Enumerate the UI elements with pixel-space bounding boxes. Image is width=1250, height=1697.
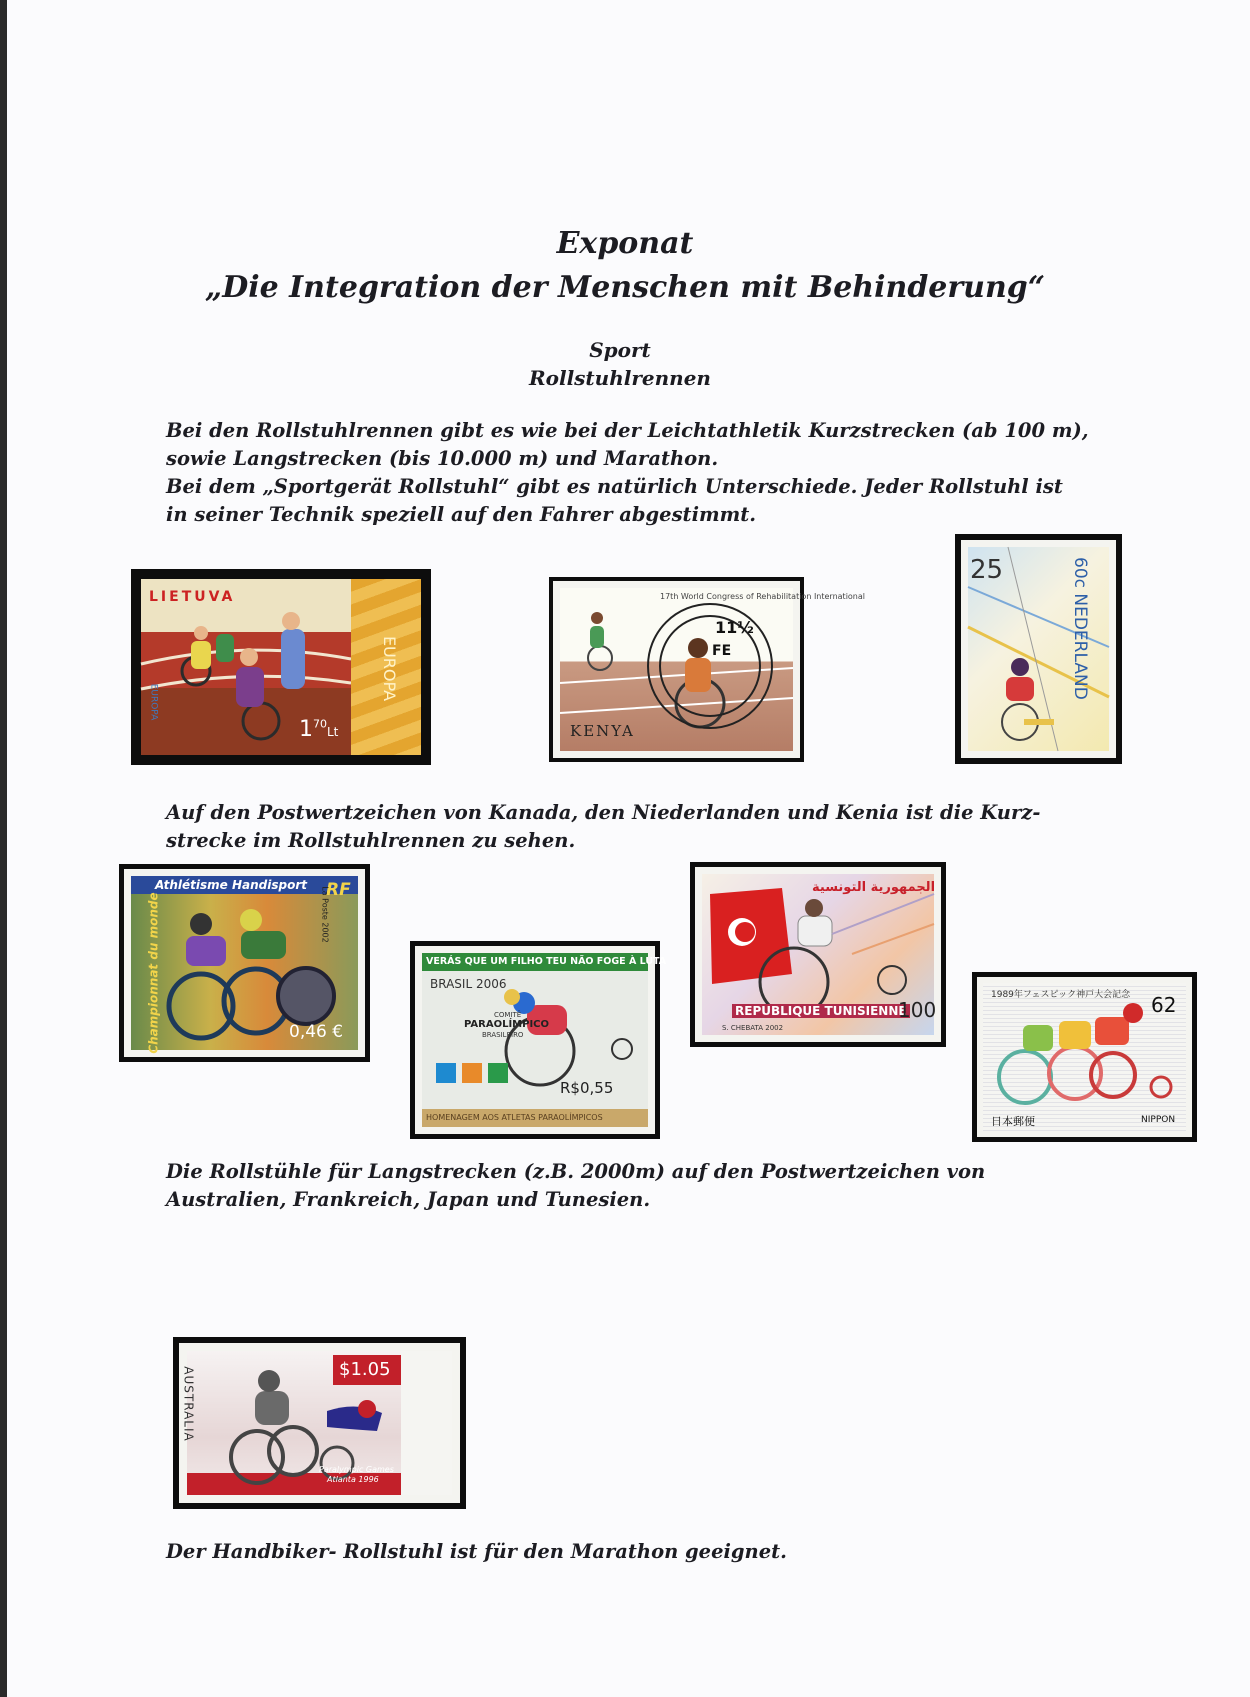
stamp-margin-tab: EUROPA bbox=[351, 579, 421, 755]
stamp-country: LIETUVA bbox=[149, 589, 236, 605]
exhibit-title: Exponat bbox=[556, 226, 694, 261]
intro-paragraph: Bei den Rollstuhlrennen gibt es wie bei der Leichtathletik Kurzstrecken (ab 100 m), sowie Langstrecken (bis 10.000 m) und Marathon. Bei dem „Sportgerät Rollstuhl“ gibt es natürlich Unterschiede. Jeder Rollstuhl ist in seiner Technik speziell auf den Fahrer abgestimmt. bbox=[166, 419, 1089, 526]
stamp-australia: AUSTRALIA $1.05 Paralympic Games Atlanta 1996 bbox=[173, 1337, 466, 1509]
stamp-country: NIPPON bbox=[1141, 1115, 1176, 1125]
stamp-kenya: 17th World Congress of Rehabilitation International 11½ FE KENYA bbox=[549, 577, 804, 762]
caption-marathon: Der Handbiker- Rollstuhl ist für den Marathon geeignet. bbox=[166, 1540, 787, 1563]
stamp-france: Athlétisme Handisport RF Championnat du monde La Poste 2002 0,46 € bbox=[119, 864, 370, 1062]
stamp-value: R$0,55 bbox=[560, 1079, 614, 1097]
stamp-country: REPUBLIQUE TUNISIENNE bbox=[732, 1004, 910, 1018]
stamp-country: KENYA bbox=[570, 722, 635, 740]
stamp-nippon: 1989年フェスピック神戸大会記念 62 日本郵便 NIPPON bbox=[972, 972, 1197, 1142]
caption-long-distance: Die Rollstühle für Langstrecken (z.B. 2000m) auf den Postwertzeichen von Australien, Frankreich, Japan und Tunesien. bbox=[166, 1160, 986, 1211]
stamp-value: 100 bbox=[898, 998, 937, 1022]
postmark: 11½ bbox=[715, 618, 754, 637]
stamp-value: $1.05 bbox=[339, 1359, 391, 1380]
stamp-value: 62 bbox=[1151, 993, 1177, 1017]
stamp-margin-tab bbox=[401, 1351, 452, 1495]
exhibit-subtitle: „Die Integration der Menschen mit Behinderung“ bbox=[204, 270, 1046, 305]
caption-short-distance: Auf den Postwertzeichen von Kanada, den Niederlanden und Kenia ist die Kurz- strecke im Rollstuhlrennen zu sehen. bbox=[166, 801, 1041, 852]
stamp-lietuva: LIETUVA $1^{70}Lt$ EUROPA EUROPA bbox=[131, 569, 431, 765]
stamp-tunisie: الجمهورية التونسية REPUBLIQUE TUNISIENNE 100 S. CHEBATA 2002 bbox=[690, 862, 946, 1047]
stamp-value: 0,46 € bbox=[289, 1022, 344, 1042]
subsection-heading: Rollstuhlrennen bbox=[529, 366, 711, 390]
stamp-brasil: VERÁS QUE UM FILHO TEU NÃO FOGE À LUTA BRASIL 2006 COMITÊ PARAOLÍMPICO BRASILEIRO R$0,55 HOMENAGEM AOS ATLETAS PARAOLÍMPICOS bbox=[410, 941, 660, 1139]
stamp-nederland: 25 60c NEDERLAND bbox=[955, 534, 1122, 764]
stamp-country: AUSTRALIA bbox=[181, 1366, 196, 1442]
stamp-value: $1^{70}Lt$ bbox=[299, 717, 339, 742]
section-heading: Sport bbox=[589, 338, 651, 362]
